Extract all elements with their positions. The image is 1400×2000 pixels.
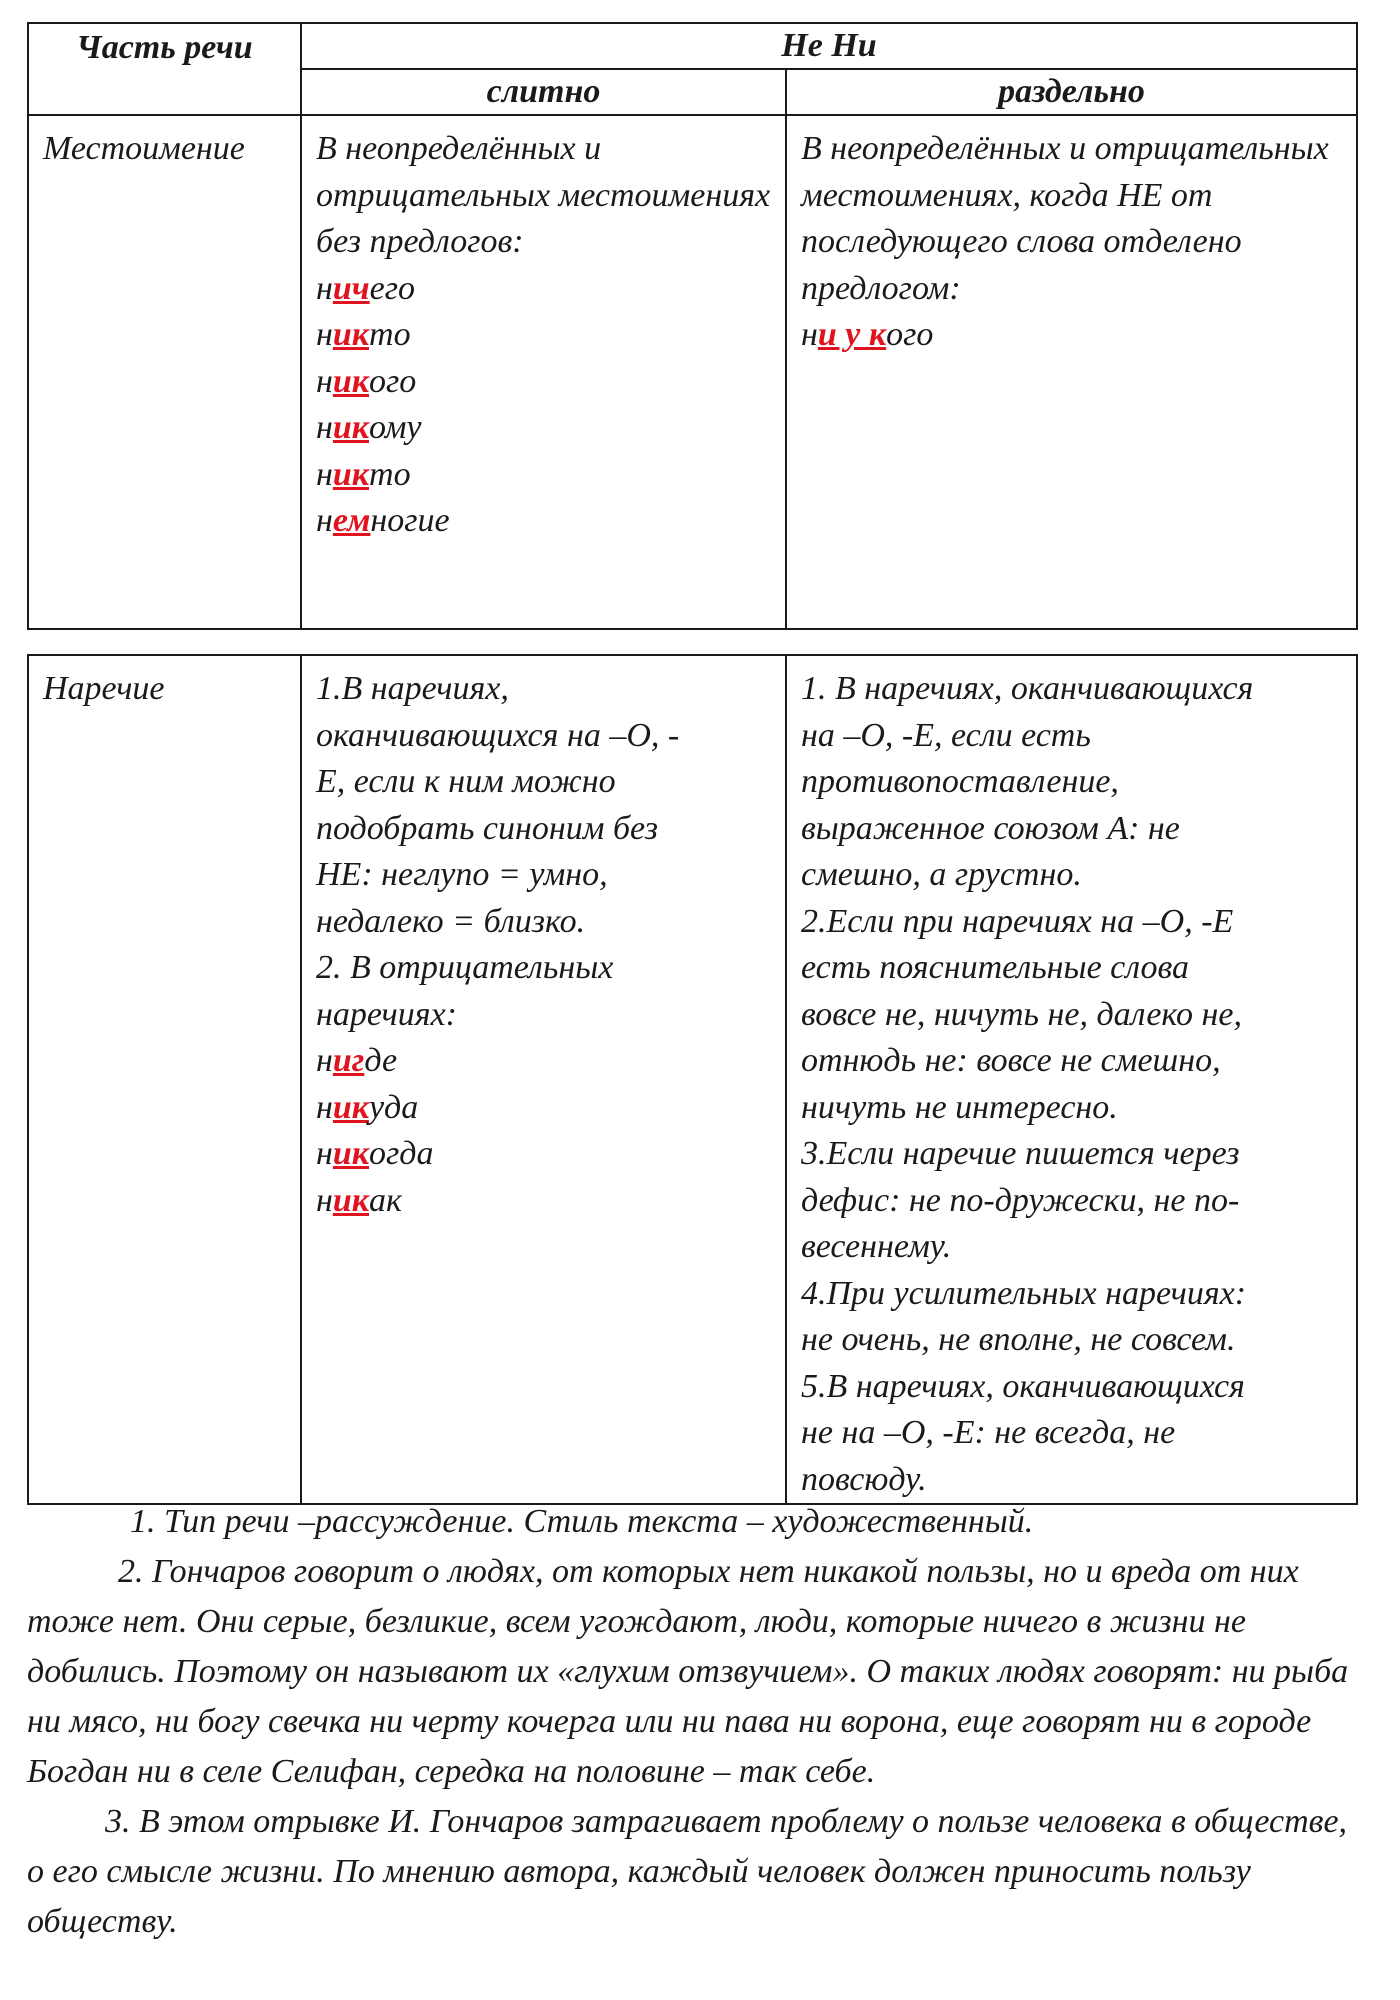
answer-text (27, 1497, 1367, 1947)
example-word: никто (316, 455, 411, 493)
text-line: 1. В наречиях, оканчивающихся (801, 670, 1254, 707)
highlighted-letters: ик (332, 409, 370, 446)
text-line: наречиях: (316, 995, 457, 1033)
pronoun-rules-table (27, 22, 1358, 630)
example-word: никого (316, 362, 417, 400)
header-together: слитно (301, 69, 786, 115)
text-line: на –О, -Е, если есть (801, 716, 1091, 754)
text-line: не на –О, -Е: не всегда, не (801, 1414, 1176, 1451)
row-name-adverb (28, 655, 301, 1504)
example-word: нигде (316, 1042, 398, 1079)
text-line: 2. В отрицательных (316, 949, 614, 986)
paragraph-1: 1. Тип речи –рассуждение. Стиль текста – художественный. (130, 1503, 1034, 1540)
paragraph-3: 3. В этом отрывке И. Гончаров затрагивает проблему о пользе человека в обществе, о его смысле жизни. По мнению автора, каждый человек должен приносить пользу обществу. (27, 1803, 1348, 1940)
text-line: Е, если к ним можно (316, 763, 616, 800)
text-line: НЕ: неглупо = умно, (316, 856, 608, 893)
text-line: 5.В наречиях, оканчивающихся (801, 1367, 1245, 1405)
pronoun-together-text: В неопределённых и отрицательных местоимениях без предлогов: (316, 130, 771, 260)
example-word: никогда (316, 1135, 434, 1172)
text-line: есть пояснительные слова (801, 949, 1190, 986)
text-line: не очень, не вполне, не совсем. (801, 1321, 1236, 1358)
text-line: дефис: не по-дружески, не по- (801, 1181, 1240, 1219)
adverb-together-examples (316, 1038, 773, 1224)
adverb-together-cell (301, 655, 786, 1504)
pronoun-separately-cell (786, 115, 1357, 629)
header-ne-ni: Не Ни (301, 23, 1357, 69)
row-name-pronoun (28, 115, 301, 629)
pronoun-label: Местоимение (43, 130, 245, 167)
header-part-of-speech: Часть речи (28, 23, 301, 115)
text-line: 4.При усилительных наречиях: (801, 1274, 1247, 1312)
adverb-rules-table (27, 654, 1358, 1505)
text-line: повсюду. (801, 1460, 927, 1498)
adverb-label: Наречие (43, 670, 165, 707)
example-word: ничего (316, 269, 415, 307)
highlighted-letters: ик (332, 1135, 370, 1172)
text-line: противопоставление, (801, 763, 1119, 800)
example-word: никто (316, 316, 411, 353)
paragraph-2: 2. Гончаров говорит о людях, от которых нет никакой пользы, но и вреда от них тоже нет. Они серые, безликие, всем угождают, люди, которые ничего в жизни не добились. Поэтому он называют их «глухим отзвучием». О таких людях говорят: ни рыба ни мясо, ни богу свечка ни черту кочерга или ни пава ни ворона, еще говорят ни в городе Богдан ни в селе Селифан, середка на половине – так себе. (27, 1553, 1349, 1790)
text-line: отнюдь не: вовсе не смешно, (801, 1042, 1221, 1079)
pronoun-together-examples (316, 266, 773, 545)
highlighted-letters: ич (332, 269, 370, 307)
pronoun-together-cell (301, 115, 786, 629)
pronoun-separately-example: ни у кого (801, 316, 934, 353)
text-line: вовсе не, ничуть не, далеко не, (801, 995, 1243, 1033)
text-line: 1.В наречиях, (316, 670, 509, 707)
header-separately: раздельно (786, 69, 1357, 115)
highlighted-letters: ик (332, 1088, 370, 1126)
adverb-together-lines (316, 666, 773, 1038)
text-line: смешно, а грустно. (801, 856, 1082, 893)
highlighted-letters: ик (332, 455, 370, 493)
example-word: немногие (316, 502, 450, 539)
text-line: недалеко = близко. (316, 902, 586, 940)
example-word: никому (316, 409, 422, 446)
text-line: весеннему. (801, 1228, 952, 1265)
example-word: никак (316, 1181, 402, 1219)
highlighted-letters: ем (332, 502, 371, 539)
highlighted-letters: иг (332, 1042, 365, 1079)
text-line: ничуть не интересно. (801, 1088, 1118, 1126)
adverb-separately-cell (786, 655, 1357, 1504)
adverb-separately-lines (801, 666, 1352, 1503)
text-line: 3.Если наречие пишется через (801, 1135, 1240, 1172)
text-line: выраженное союзом А: не (801, 809, 1180, 847)
highlighted-letters: ик (332, 316, 370, 353)
highlighted-letters: ик (332, 362, 370, 400)
text-line: 2.Если при наречиях на –О, -Е (801, 902, 1234, 940)
pronoun-separately-text: В неопределённых и отрицательных местоимениях, когда НЕ от последующего слова отделено предлогом: (801, 130, 1329, 307)
example-word: никуда (316, 1088, 419, 1126)
text-line: оканчивающихся на –О, - (316, 716, 680, 754)
text-line: подобрать синоним без (316, 809, 658, 847)
highlighted-letters: ик (332, 1181, 370, 1219)
